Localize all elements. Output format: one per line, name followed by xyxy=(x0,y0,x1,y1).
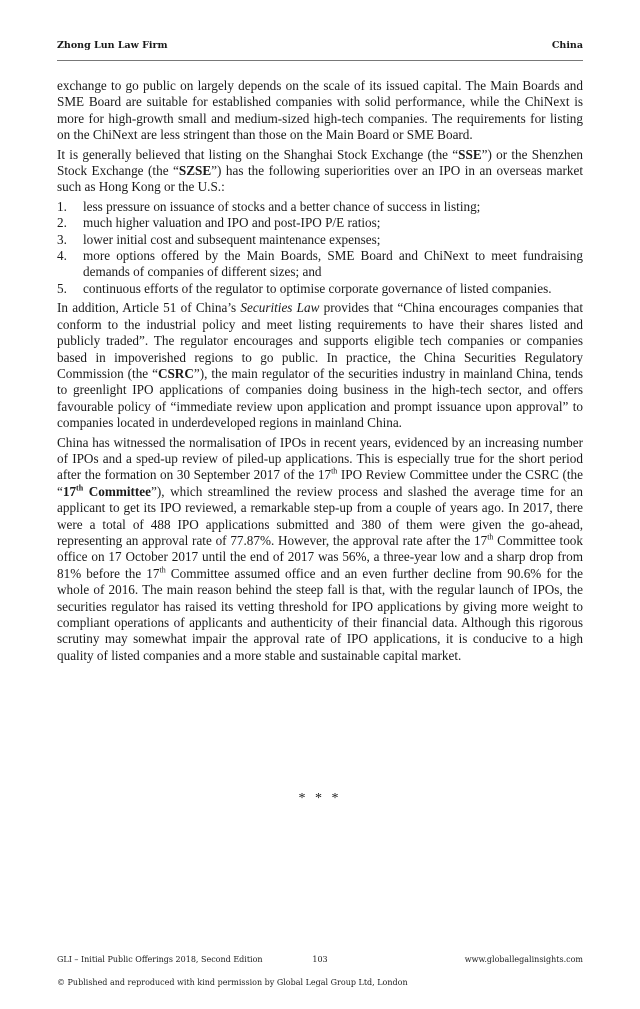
list-number: 4. xyxy=(57,248,67,264)
jurisdiction-label: China xyxy=(551,40,583,51)
superiorities-list xyxy=(57,199,583,297)
defined-term-szse: SZSE xyxy=(178,163,212,179)
page-number: 103 xyxy=(312,955,328,964)
firm-name: Zhong Lun Law Firm xyxy=(57,40,168,51)
paragraph-securities-law xyxy=(57,300,583,431)
defined-term-17th-committee xyxy=(63,484,151,499)
ordinal-suffix: th xyxy=(159,565,166,575)
section-separator: * * * xyxy=(298,791,342,806)
ordinal-suffix: th xyxy=(76,483,84,493)
body-text xyxy=(57,78,583,667)
text-run: Committee assumed office and an even further decline from 90.6% for the whole of 2016. The main reason behind the steep fall is that, with the regular launch of IPOs, the securities regulator has raised its vetting threshold for IPO applications by giving more weight to compliant operations of applicants and authenticity of their financial data. Although this rigorous scrutiny may somewhat impair the approval rate of IPO applications, it is conducive to a high quality of listed companies and a more stable and sustainable capital market. xyxy=(57,565,583,663)
list-item xyxy=(57,232,583,248)
text-run: It is generally believed that listing on the Shanghai Stock Exchange (the “ xyxy=(57,146,459,162)
list-number: 3. xyxy=(57,231,67,247)
page-footer xyxy=(57,955,583,967)
list-number: 2. xyxy=(57,215,67,231)
paragraph-ipo-normalisation xyxy=(57,435,583,665)
text-run: In addition, Article 51 of China’s xyxy=(57,300,241,316)
list-text: lower initial cost and subsequent maintenance expenses; xyxy=(83,231,381,247)
permission-notice: © Published and reproduced with kind permission by Global Legal Group Ltd, London xyxy=(57,978,408,987)
list-text: continuous efforts of the regulator to optimise corporate governance of listed companies. xyxy=(83,280,552,296)
page-header xyxy=(57,40,583,54)
paragraph-listing-boards: exchange to go public on largely depends on the scale of its issued capital. The Main Boards and SME Board are suitable for established companies with solid performance, while the ChiNext is more for high-growth small and medium-sized high-tech companies. The requirements for listing on the ChiNext are less stringent than those on the Main Board or SME Board. xyxy=(57,78,583,143)
header-divider xyxy=(57,60,583,61)
website-link[interactable]: www.globallegalinsights.com xyxy=(464,955,583,964)
text-run: ”) has the following superiorities over an IPO in an overseas market such as Hong Kong or the U.S.: xyxy=(57,163,583,195)
list-number: 5. xyxy=(57,280,67,296)
list-item xyxy=(57,281,583,297)
law-title: Securities Law xyxy=(240,300,320,316)
text-run: ”) or the Shenzhen Stock Exchange (the “ xyxy=(57,146,583,179)
text-run: China has witnessed the normalisation of IPOs in recent years, evidenced by an increasing number of IPOs and a sped-up review of piled-up applications. This is especially true for the short period after the formation on 30 September 2017 of the 17 xyxy=(57,434,583,483)
list-text: more options offered by the Main Boards, SME Board and ChiNext to meet fundraising demands of companies of different sizes; and xyxy=(83,248,583,280)
text-run: provides that “China encourages companies that conform to the industrial policy and meet listing requirements to have their shares listed and publicly traded”. The regulator encourages and supports eligible tech companies or companies based in impoverished regions to go public. In practice, the China Securities Regulatory Commission (the “ xyxy=(57,300,584,381)
list-number: 1. xyxy=(57,198,67,214)
defined-term-sse: SSE xyxy=(458,146,482,162)
list-text: less pressure on issuance of stocks and a better chance of success in listing; xyxy=(83,198,481,214)
text-run: ”), the main regulator of the securities industry in mainland China, tends to greenlight IPO applications of companies doing business in the high-tech sector, and offers favourable policy of “immediate review upon application and prompt issuance upon approval” to companies located in underdeveloped regions in mainland China. xyxy=(57,365,583,431)
publication-title: GLI – Initial Public Offerings 2018, Second Edition xyxy=(57,955,263,964)
defined-term-csrc: CSRC xyxy=(157,365,194,381)
text-run: IPO Review Committee under the CSRC (the “ xyxy=(57,467,583,499)
text-run: 17 xyxy=(62,483,77,499)
ordinal-suffix: th xyxy=(487,532,494,542)
text-run: ”), which streamlined the review process and slashed the average time for an applicant to get its IPO reviewed, a remarkable step-up from a couple of years ago. In 2017, there were a total of 488 IPO applications submitted and 380 of them were given the go-ahead, representing an approval rate of 77.87%. However, the approval rate after the 17 xyxy=(57,483,583,548)
list-item xyxy=(57,248,583,281)
paragraph-domestic-listing xyxy=(57,147,583,196)
text-run: Committee xyxy=(83,483,151,499)
list-item xyxy=(57,199,583,215)
text-run: Committee took office on 17 October 2017 until the end of 2017 was 56%, a three-year low and a sharp drop from 81% before the 17 xyxy=(57,532,583,581)
list-text: much higher valuation and IPO and post-IPO P/E ratios; xyxy=(83,215,381,231)
list-item xyxy=(57,215,583,231)
ordinal-suffix: th xyxy=(331,466,338,476)
